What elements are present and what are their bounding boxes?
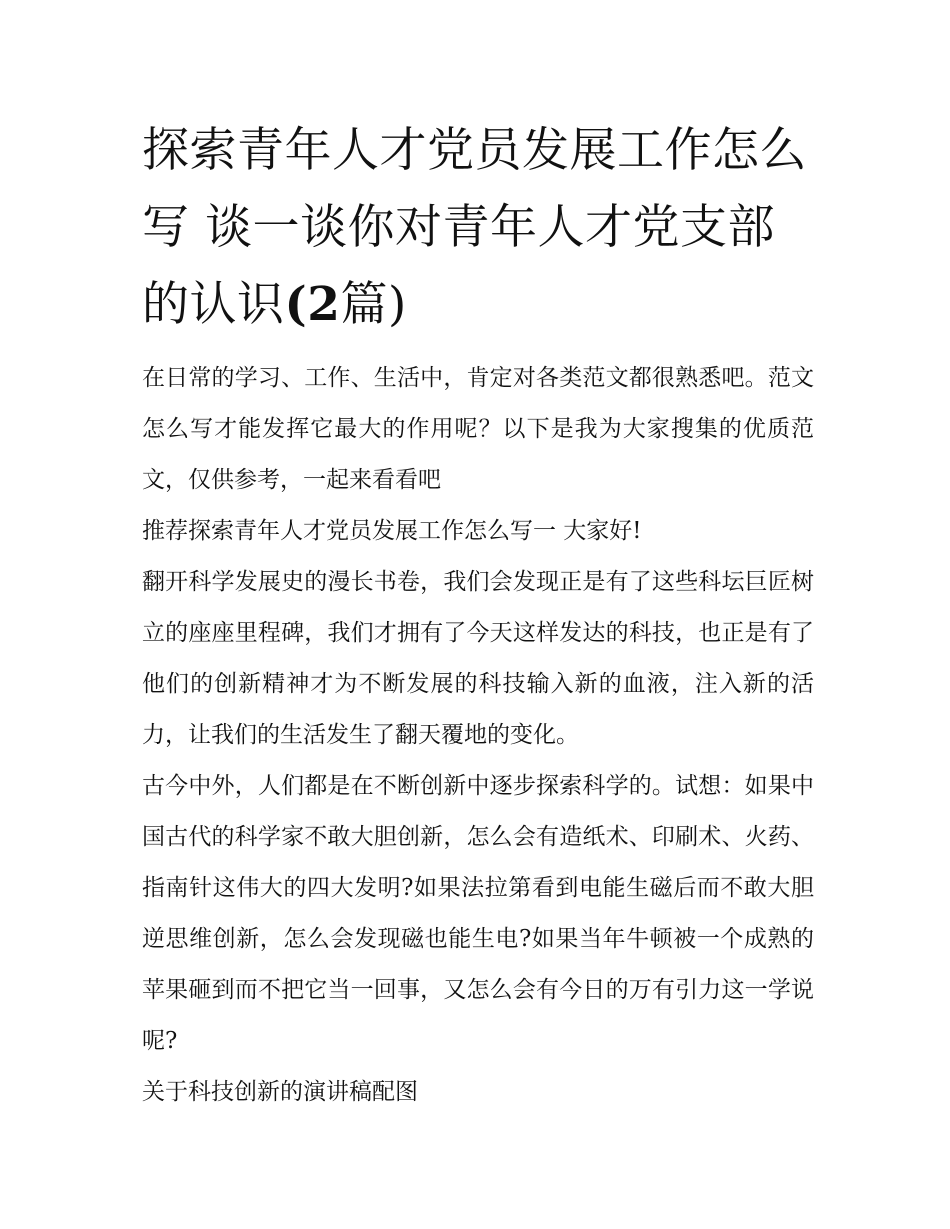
image-caption: 关于科技创新的演讲稿配图: [142, 1079, 418, 1105]
title-count: (2: [284, 277, 341, 332]
intro-paragraph: 在日常的学习、工作、生活中，肯定对各类范文都很熟悉吧。范文怎么写才能发挥它最大的作用呢？以下是我为大家搜集的优质范文，仅供参考，一起来看看吧: [142, 365, 814, 493]
document-page: [142, 112, 814, 1118]
body-paragraph-history: 翻开科学发展史的漫长书卷，我们会发现正是有了这些科坛巨匠树立的座座里程碑，我们才拥有了今天这样发达的科技，也正是有了他们的创新精神才为不断发展的科技输入新的血液，注入新的活力，让我们的生活发生了翻天覆地的变化。: [142, 569, 814, 748]
greeting-paragraph: 推荐探索青年人才党员发展工作怎么写一 大家好!: [142, 518, 642, 544]
document-title: 探索青年人才党员发展工作怎么写 谈一谈你对青年人才党支部的认识(2篇): [142, 123, 807, 332]
body-paragraph-innovation: 古今中外，人们都是在不断创新中逐步探索科学的。试想：如果中国古代的科学家不敢大胆创新，怎么会有造纸术、印刷术、火药、指南针这伟大的四大发明?如果法拉第看到电能生磁后而不敢大胆逆思维创新，怎么会发现磁也能生电?如果当年牛顿被一个成熟的苹果砸到而不把它当一回事，又怎么会有今日的万有引力这一学说呢?: [142, 773, 814, 1054]
